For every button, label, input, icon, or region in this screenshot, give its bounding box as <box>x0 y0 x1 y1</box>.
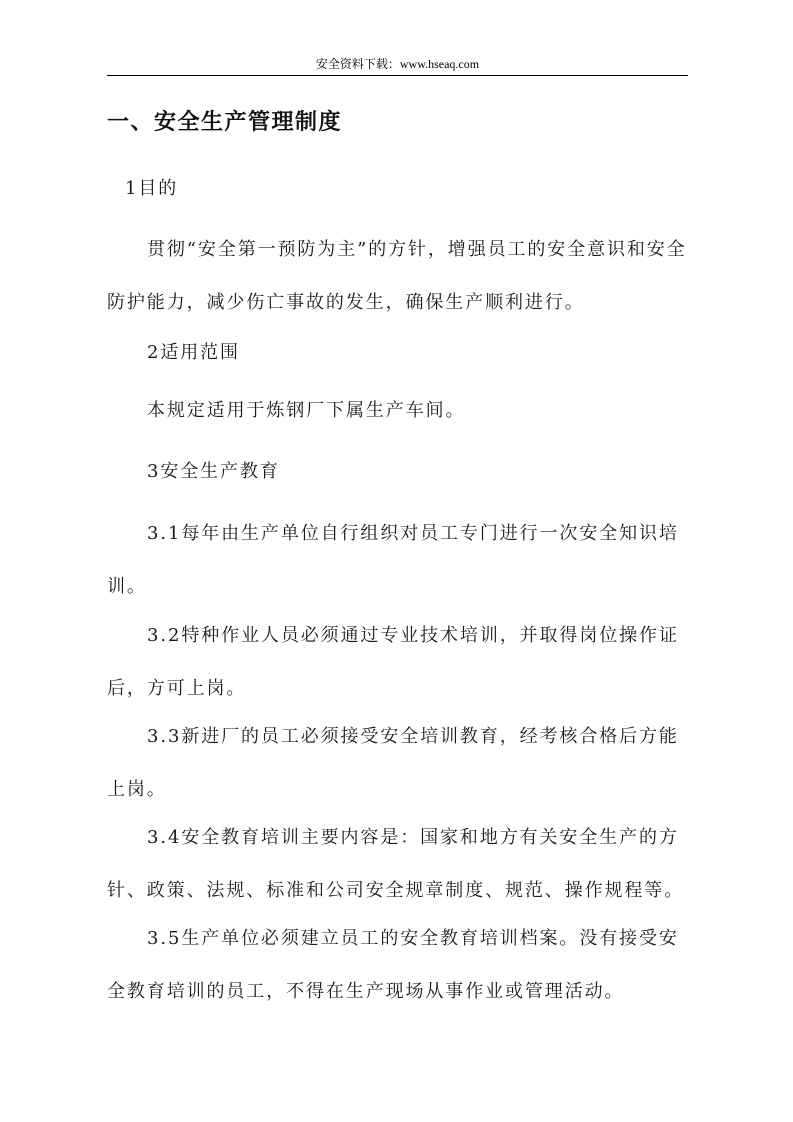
header-text: 安全资料下载：www.hseaq.com <box>315 57 480 71</box>
section-heading-scope: 2适用范围 <box>147 342 240 363</box>
paragraph-3-2: 3.2特种作业人员必须通过专业技术培训，并取得岗位操作证后，方可上岗。 <box>107 625 679 699</box>
paragraph-3-5: 3.5生产单位必须建立员工的安全教育培训档案。没有接受安全教育培训的员工，不得在生产现场从事作业或管理活动。 <box>107 928 679 1002</box>
page-header <box>107 54 688 76</box>
document-title: 一、安全生产管理制度 <box>107 109 343 135</box>
section-heading-safety-education: 3安全生产教育 <box>147 461 280 482</box>
paragraph-scope: 本规定适用于炼钢厂下属生产车间。 <box>147 400 466 421</box>
paragraph-3-4: 3.4安全教育培训主要内容是：国家和地方有关安全生产的方针、政策、法规、标准和公司安全规章制度、规范、操作规程等。 <box>107 827 685 901</box>
section-heading-purpose: 1目的 <box>125 178 179 199</box>
paragraph-3-3: 3.3新进厂的员工必须接受安全培训教育，经考核合格后方能上岗。 <box>107 726 679 800</box>
paragraph-3-1: 3.1每年由生产单位自行组织对员工专门进行一次安全知识培训。 <box>107 523 679 597</box>
paragraph-purpose: 贯彻“安全第一预防为主”的方针，增强员工的安全意识和安全防护能力，减少伤亡事故的发生，确保生产顺利进行。 <box>107 239 687 313</box>
